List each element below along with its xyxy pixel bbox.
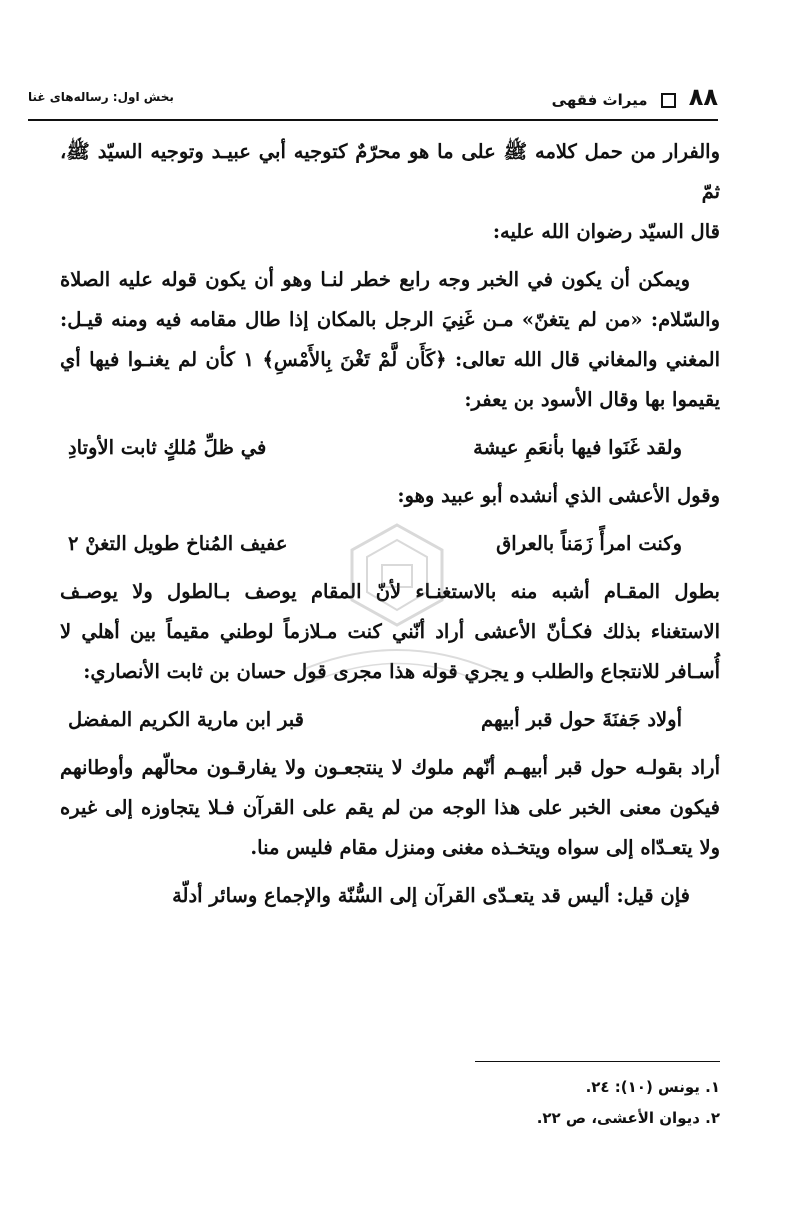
verse-1-right-hemistich: ولقد غَنَوا فيها بأنعَمِ عيشة <box>473 436 682 459</box>
page-header <box>28 78 718 116</box>
library-watermark-icon <box>282 520 512 690</box>
section-title: بخش اول: رساله‌های غنا <box>28 90 174 104</box>
paragraph-5: أراد بقولـه حول قبر أبيهـم أنّهم ملوك لا ينتجعـون ولا يفارقـون محالّهم وأوطانهم فيكون معنى الخبر على هذا الوجه من لم يقم على القرآن فـلا يتجاوزه إلى غيره ولا يتعـدّاه إلى سواه ويتخـذه مغنى ومنزل مقام فليس منا. <box>60 756 720 859</box>
verse-2-left-hemistich: عفيف المُناخ طويل التغنْ ٢ <box>68 532 288 555</box>
footnote-rule <box>475 1061 720 1062</box>
verse-2-right-hemistich: وكنت امرأً زَمَناً بالعراق <box>496 532 682 555</box>
verse-1 <box>60 428 720 468</box>
square-bullet-icon <box>661 93 676 108</box>
paragraph-6: فإن قيل: أليس قد يتعـدّى القرآن إلى السُّنّة والإجماع وسائر أدلّة <box>172 884 690 907</box>
book-title: میراث فقهی <box>551 91 648 109</box>
paragraph-3: وقول الأعشى الذي أنشده أبو عبيد وهو: <box>397 484 720 507</box>
footnote-1: ١. يونس (١٠): ٢٤. <box>585 1078 720 1096</box>
paragraph-2: ويمكن أن يكون في الخبر وجه رابع خطر لنـا وهو أن يكون قوله عليه الصلاة والسّلام: «من لم يتغنّ» مـن غَنِيَ الرجل بالمكان إذا طال مقامه فيه ومنه قيـل: المغني والمغاني قال الله تعالى: ﴿كَأَن لَّمْ تَغْنَ بِالأَمْسِ﴾ ١ كأن لم يغنـوا فيها أي يقيموا بها وقال الأسود بن يعفر: <box>60 268 721 411</box>
paragraph-1-line-2: قال السيّد رضوان الله عليه: <box>492 220 720 243</box>
footnotes <box>60 1072 720 1134</box>
footnote-2: ٢. ديوان الأعشى، ص ٢٢. <box>536 1109 720 1127</box>
page-number: ٨٨ <box>688 83 718 111</box>
paragraph-1-line-1: والفرار من حمل كلامه ﷺ على ما هو محرّمٌ كتوجيه أبي عبيـد وتوجيه السيّد ﷺ، ثمّ <box>60 140 720 203</box>
verse-3-left-hemistich: قبر ابن مارية الكريم المفضل <box>68 708 304 731</box>
verse-3-right-hemistich: أولاد جَفنَةَ حول قبر أبيهم <box>480 708 682 731</box>
paragraph-4: بطول المقـام أشبه منه بالاستغنـاء لأنّ المقام يوصف بـالطول ولا يوصـف الاستغناء بذلك فكـأنّ الأعشى أراد أنّني كنت مـلازماً لوطني مقيماً بين أهلي لا أُسـافر للانتجاع والطلب و يجري قوله هذا مجرى قول حسان بن ثابت الأنصاري: <box>60 580 720 683</box>
header-rule <box>28 119 718 121</box>
header-right <box>552 83 718 111</box>
verse-3 <box>60 700 720 740</box>
verse-1-left-hemistich: في ظلِّ مُلكٍ ثابت الأوتادِ <box>68 436 267 459</box>
